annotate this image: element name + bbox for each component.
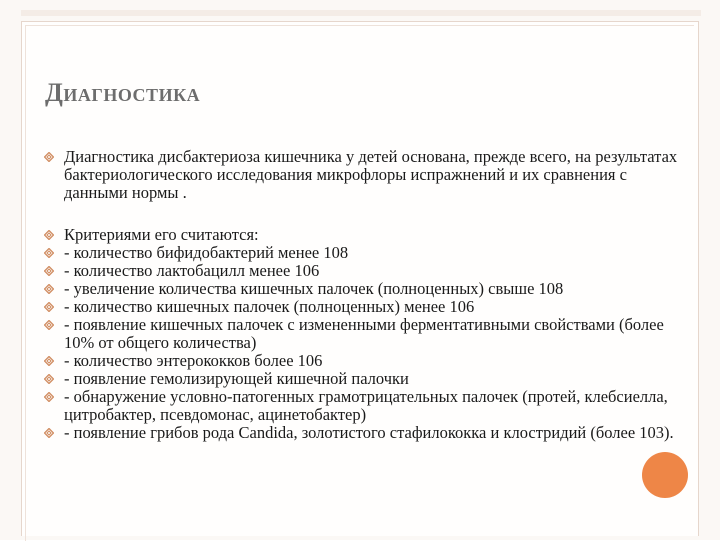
diamond-bullet-icon — [44, 226, 64, 240]
list-item-text: - обнаружение условно-патогенных грамотрицательных палочек (протей, клебсиелла, цитробактер, псевдомонас, ацинетобактер) — [64, 387, 668, 424]
list-item-text: - увеличение количества кишечных палочек (полноценных) свыше 108 — [64, 279, 564, 298]
list-item-text: - появление гемолизирующей кишечной палочки — [64, 369, 409, 388]
list-item-text: - количество кишечных палочек (полноценных) менее 106 — [64, 297, 475, 316]
diamond-bullet-icon — [44, 244, 64, 258]
list-item — [44, 388, 694, 424]
list-item — [44, 244, 694, 262]
diamond-bullet-icon — [44, 298, 64, 312]
list-item-text: - количество лактобацилл менее 106 — [64, 261, 320, 280]
list-item — [44, 280, 694, 298]
slide-title: Диагностика — [45, 78, 201, 107]
decorative-strip — [21, 10, 701, 16]
bullet-list — [44, 148, 694, 442]
list-item — [44, 298, 694, 316]
list-item — [44, 316, 694, 352]
list-item — [44, 226, 694, 244]
diamond-bullet-icon — [44, 262, 64, 276]
list-item — [44, 352, 694, 370]
diamond-bullet-icon — [44, 316, 64, 330]
list-item-text: Критериями его считаются: — [64, 225, 259, 244]
list-item — [44, 262, 694, 280]
diamond-bullet-icon — [44, 424, 64, 438]
diamond-bullet-icon — [44, 148, 64, 162]
diamond-bullet-icon — [44, 370, 64, 384]
list-item — [44, 148, 694, 202]
list-item-text: Диагностика дисбактериоза кишечника у детей основана, прежде всего, на результатах бактериологического исследования микрофлоры испражнений и их сравнения с данными нормы . — [64, 147, 678, 202]
list-item-text: - количество энтерококков более 106 — [64, 351, 323, 370]
list-item-text: - появление грибов рода Candida, золотистого стафилококка и клостридий (более 103). — [64, 423, 674, 442]
list-item-text: - появление кишечных палочек с измененными ферментативными свойствами (более 10% от общего количества) — [64, 315, 664, 352]
diamond-bullet-icon — [44, 280, 64, 294]
list-item — [44, 424, 694, 442]
list-item — [44, 370, 694, 388]
list-item-text: - количество бифидобактерий менее 108 — [64, 243, 349, 262]
diamond-bullet-icon — [44, 352, 64, 366]
decorative-circle — [642, 452, 688, 498]
diamond-bullet-icon — [44, 388, 64, 402]
